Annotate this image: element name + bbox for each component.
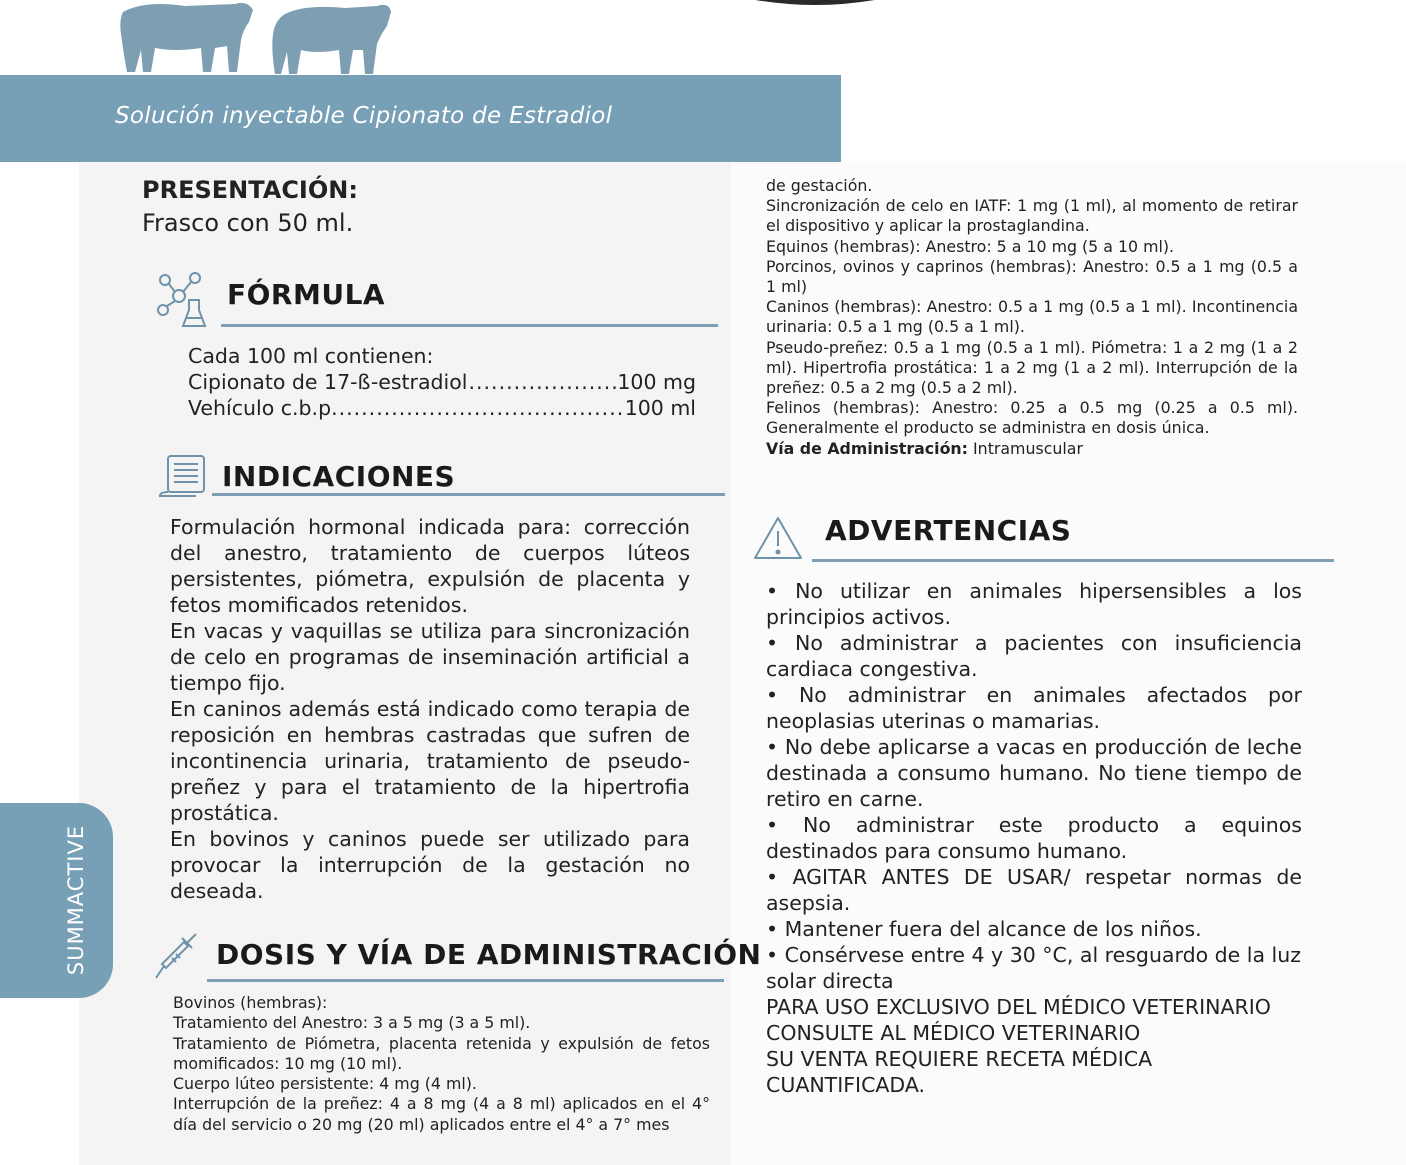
via-administracion	[766, 439, 1298, 459]
dosis-line: Pseudo-preñez: 0.5 a 1 mg (0.5 a 1 ml). Piómetra: 1 a 2 mg (1 a 2 ml). Hipertrofia prostática: 1 a 2 mg (1 a 2 ml). Interrupción de la preñez: 0.5 a 2 mg (0.5 a 2 ml).	[766, 337, 1298, 398]
warning-item: • AGITAR ANTES DE USAR/ respetar normas de asepsia.	[766, 865, 1302, 915]
formula-block	[188, 343, 696, 421]
syringe-icon	[152, 930, 202, 984]
warning-item: • No administrar este producto a equinos destinados para consumo humano.	[766, 813, 1302, 863]
ingredient-amount: 100 ml	[624, 396, 696, 420]
dosis-continued	[766, 176, 1298, 459]
dosis-line: Bovinos (hembras):	[173, 993, 328, 1012]
formula-intro: Cada 100 ml contienen:	[188, 344, 434, 368]
warning-item: • No administrar en animales afectados por neoplasias uterinas o mamarias.	[766, 683, 1302, 733]
dosis-line: Felinos (hembras): Anestro: 0.25 a 0.5 mg (0.25 a 0.5 ml). Generalmente el producto se administra en dosis única.	[766, 398, 1298, 438]
via-value: Intramuscular	[968, 438, 1083, 458]
banner-subtitle: Solución inyectable Cipionato de Estradiol	[115, 103, 613, 129]
formula-row	[188, 395, 696, 421]
bottle-cap-illustration	[735, 0, 895, 10]
warning-item: • Mantener fuera del alcance de los niños.	[766, 917, 1202, 941]
dosis-line: Tratamiento del Anestro: 3 a 5 mg (3 a 5 ml).	[173, 1013, 531, 1033]
cattle-illustration	[115, 0, 395, 80]
product-banner	[0, 75, 841, 162]
indicaciones-divider	[212, 493, 725, 496]
formula-divider	[221, 324, 718, 327]
molecule-icon	[155, 270, 209, 330]
warning-item: • No debe aplicarse a vacas en producción de leche destinada a consumo humano. No tiene tiempo de retiro en carne.	[766, 735, 1302, 811]
notice-line: CONSULTE AL MÉDICO VETERINARIO	[766, 1021, 1141, 1045]
advertencias-title: ADVERTENCIAS	[825, 514, 1072, 547]
indicaciones-paragraph: En bovinos y caninos puede ser utilizado para provocar la interrupción de la gestación no deseada.	[170, 827, 690, 903]
brand-label: SUMMACTIVE	[64, 824, 88, 976]
indicaciones-title: INDICACIONES	[222, 460, 456, 493]
ingredient-name: Vehículo c.b.p.	[188, 396, 338, 420]
indicaciones-paragraph: Formulación hormonal indicada para: corrección del anestro, tratamiento de cuerpos lúteos persistentes, piómetra, expulsión de placenta y fetos momificados retenidos.	[170, 515, 690, 617]
notice-line: SU VENTA REQUIERE RECETA MÉDICA CUANTIFICADA.	[766, 1047, 1153, 1097]
dosis-title: DOSIS Y VÍA DE ADMINISTRACIÓN	[216, 938, 762, 971]
warning-icon	[752, 514, 804, 562]
dosis-divider	[207, 979, 724, 982]
dosis-line: Interrupción de la preñez: 4 a 8 mg (4 a 8 ml) aplicados en el 4° día del servicio o 20 mg (20 ml) aplicados entre el 4° a 7° mes	[173, 1094, 710, 1134]
via-label: Vía de Administración:	[766, 438, 968, 458]
warning-item: • No utilizar en animales hipersensibles a los principios activos.	[766, 579, 1302, 629]
dosis-line: de gestación.	[766, 176, 873, 195]
formula-title: FÓRMULA	[227, 278, 386, 311]
indicaciones-paragraph: En caninos además está indicado como terapia de reposición en hembras castradas que sufren de incontinencia urinaria, tratamiento de pseudo-preñez y para el tratamiento de la hipertrofia prostática.	[170, 697, 690, 825]
advertencias-divider	[812, 559, 1334, 562]
ingredient-amount: 100 mg	[617, 370, 696, 394]
indicaciones-paragraph: En vacas y vaquillas se utiliza para sincronización de celo en programas de inseminación artificial a tiempo fijo.	[170, 619, 690, 695]
notice-line: PARA USO EXCLUSIVO DEL MÉDICO VETERINARIO	[766, 995, 1271, 1019]
dosis-text	[173, 993, 710, 1135]
dosis-line: Equinos (hembras): Anestro: 5 a 10 mg (5 a 10 ml).	[766, 236, 1175, 256]
dosis-line: Sincronización de celo en IATF: 1 mg (1 ml), al momento de retirar el dispositivo y aplicar la prostaglandina.	[766, 196, 1298, 236]
dosis-line: Tratamiento de Piómetra, placenta retenida y expulsión de fetos momificados: 10 mg (10 ml).	[173, 1033, 710, 1073]
presentacion-text: Frasco con 50 ml.	[142, 209, 354, 237]
brand-side-tab	[0, 803, 113, 998]
advertencias-text	[766, 578, 1302, 1098]
formula-row	[188, 369, 696, 395]
dosis-line: Cuerpo lúteo persistente: 4 mg (4 ml).	[173, 1074, 477, 1094]
dosis-line: Caninos (hembras): Anestro: 0.5 a 1 mg (0.5 a 1 ml). Incontinencia urinaria: 0.5 a 1 mg (0.5 a 1 ml).	[766, 297, 1298, 337]
document-icon	[156, 452, 208, 500]
warning-item: • Consérvese entre 4 y 30 °C, al resguardo de la luz solar directa	[766, 943, 1302, 993]
indicaciones-text	[170, 514, 690, 904]
warning-item: • No administrar a pacientes con insuficiencia cardiaca congestiva.	[766, 631, 1302, 681]
presentacion-title: PRESENTACIÓN:	[142, 176, 358, 204]
dosis-line: Porcinos, ovinos y caprinos (hembras): Anestro: 0.5 a 1 mg (0.5 a 1 ml)	[766, 256, 1298, 297]
ingredient-name: Cipionato de 17-ß-estradiol	[188, 370, 468, 394]
